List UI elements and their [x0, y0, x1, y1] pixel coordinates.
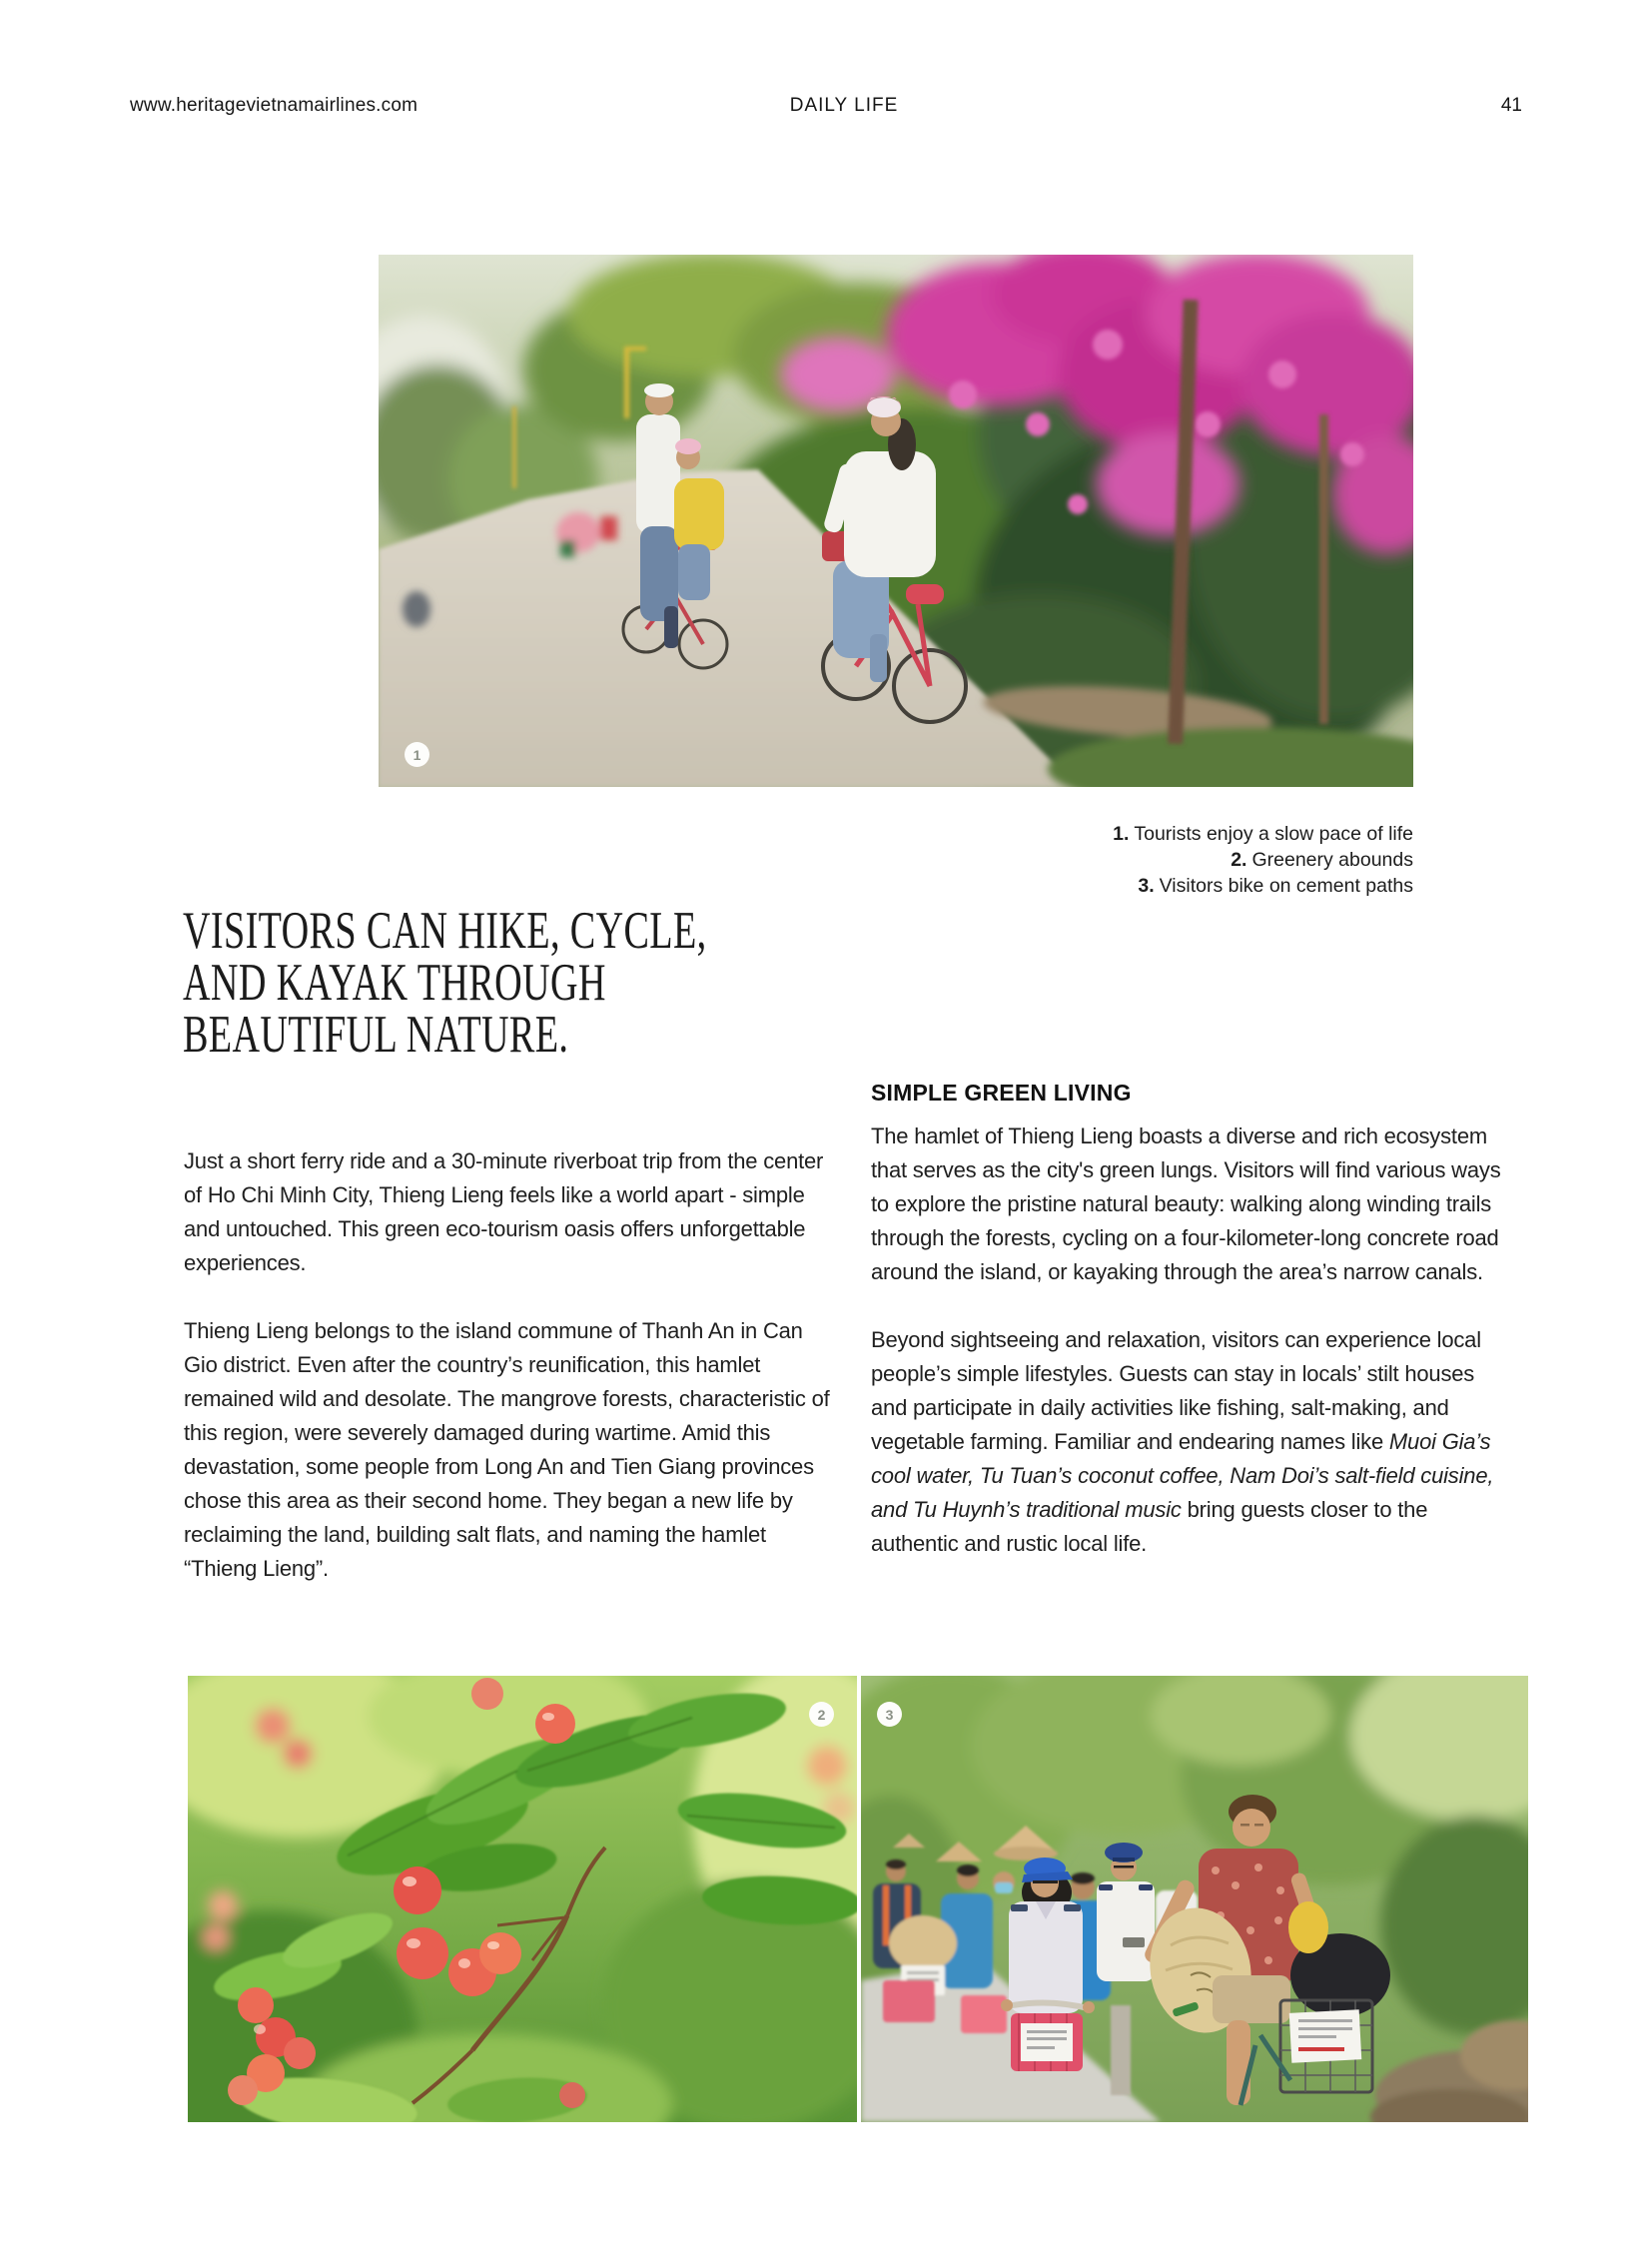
paragraph-text: bring guests closer to the authentic and rustic local life.: [871, 1497, 1428, 1556]
body-paragraph: [871, 1323, 1510, 1561]
caption-text: Greenery abounds: [1251, 849, 1413, 871]
bikers-illustration: [861, 1676, 1528, 2122]
article-column-right: [871, 1079, 1510, 1561]
caption-line: [1113, 821, 1413, 847]
badge-label: 1: [413, 746, 421, 763]
photo-red-berries: [188, 1676, 857, 2122]
caption-line: [1113, 847, 1413, 873]
caption-number: 2.: [1231, 849, 1247, 871]
photo-number-badge: [877, 1702, 902, 1727]
photo-tourists-biking: [861, 1676, 1528, 2122]
section-title: DAILY LIFE: [789, 95, 899, 116]
website-url: www.heritagevietnamairlines.com: [130, 95, 418, 116]
headline-line: BEAUTIFUL NATURE.: [183, 1006, 569, 1064]
caption-number: 1.: [1113, 823, 1130, 845]
caption-number: 3.: [1138, 875, 1155, 897]
article-column-left: [184, 1144, 833, 1586]
section-heading: SIMPLE GREEN LIVING: [871, 1080, 1132, 1106]
pull-quote-headline: [183, 902, 911, 1064]
cyclists-path-illustration: [379, 255, 1413, 787]
photo-number-badge: [809, 1702, 834, 1727]
photo-number-badge: [405, 742, 429, 767]
body-paragraph: Just a short ferry ride and a 30-minute riverboat trip from the center of Ho Chi Minh City, Thieng Lieng feels like a world apart - simple and untouched. This green eco-tourism oasis offers unforgettable experiences.: [184, 1148, 824, 1275]
body-paragraph: Thieng Lieng belongs to the island commune of Thanh An in Can Gio district. Even after the country’s reunification, this hamlet remained wild and desolate. The mangrove forests, characteristic of this region, were severely damaged during wartime. Amid this devastation, some people from Long An and Tien Giang provinces chose this area as their second home. They began a new life by reclaiming the land, building salt flats, and naming the hamlet “Thieng Lieng”.: [184, 1318, 830, 1581]
badge-label: 2: [817, 1706, 826, 1723]
caption-text: Tourists enjoy a slow pace of life: [1134, 823, 1413, 845]
badge-label: 3: [885, 1706, 894, 1723]
photo-cyclists-bougainvillea: [379, 255, 1413, 787]
paragraph-text: Beyond sightseeing and relaxation, visitors can experience local people’s simple lifestyles. Guests can stay in locals’ stilt houses and participate in daily activities like fishing, salt-making, and vegetable farming. Familiar and endearing names like: [871, 1327, 1481, 1454]
caption-line: [1113, 873, 1413, 899]
paragraph-italic-names: Muoi Gia’s cool water, Tu Tuan’s coconut coffee, Nam Doi’s salt-field cuisine, and Tu Huynh’s traditional music: [871, 1429, 1494, 1522]
berries-illustration: [188, 1676, 857, 2122]
caption-text: Visitors bike on cement paths: [1159, 875, 1413, 897]
body-paragraph: The hamlet of Thieng Lieng boasts a diverse and rich ecosystem that serves as the city's green lungs. Visitors will find various ways to explore the pristine natural beauty: walking along winding trails through the forests, cycling on a four-kilometer-long concrete road around the island, or kayaking through the area’s narrow canals.: [871, 1123, 1501, 1284]
page-number: 41: [1500, 95, 1522, 116]
headline-line: VISITORS CAN HIKE, CYCLE,: [183, 902, 707, 960]
headline-line: AND KAYAK THROUGH: [183, 954, 606, 1012]
photo-captions: [1113, 821, 1413, 899]
